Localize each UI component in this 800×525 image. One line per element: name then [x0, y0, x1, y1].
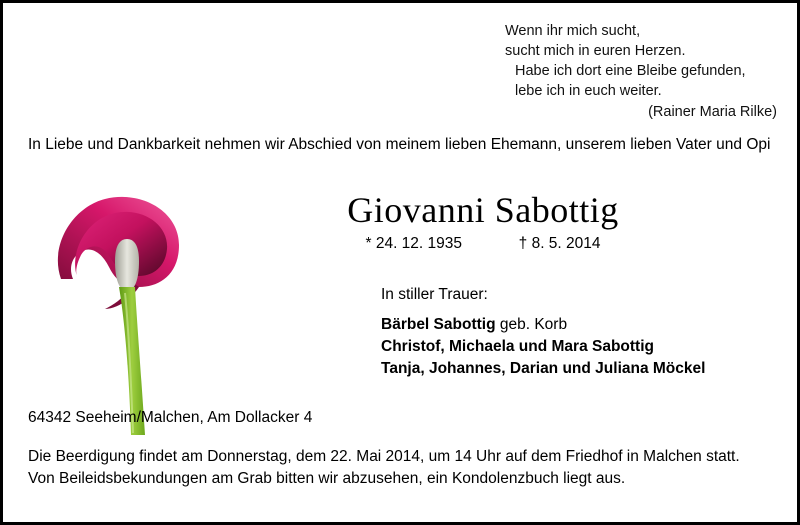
- poem-line-3: Habe ich dort eine Bleibe gefunden,: [515, 63, 746, 79]
- death-date: † 8. 5. 2014: [518, 235, 601, 252]
- mourning-title: In stiller Trauer:: [381, 286, 488, 303]
- mourner-suffix-1: geb. Korb: [495, 316, 568, 333]
- birth-date: * 24. 12. 1935: [365, 235, 463, 252]
- address-line: 64342 Seeheim/Malchen, Am Dollacker 4: [28, 409, 313, 426]
- poem-line-2: sucht mich in euren Herzen.: [505, 43, 686, 59]
- list-item: [381, 336, 781, 358]
- mourner-name-3: Tanja, Johannes, Darian und Juliana Möckel: [381, 360, 706, 377]
- poem-line-4: lebe ich in euch weiter.: [515, 83, 662, 99]
- list-item: [381, 358, 781, 380]
- poem-line-1: Wenn ihr mich sucht,: [505, 23, 641, 39]
- deceased-name: Giovanni Sabottig: [347, 190, 619, 230]
- mourner-name-1: Bärbel Sabottig: [381, 316, 496, 333]
- funeral-info-line: Die Beerdigung findet am Donnerstag, dem 22. Mai 2014, um 14 Uhr auf dem Friedhof in Malchen statt.: [28, 448, 740, 465]
- funeral-details: [28, 446, 780, 490]
- poem-author: (Rainer Maria Rilke): [648, 104, 777, 120]
- deceased-dates: [183, 235, 783, 253]
- condolence-info-line: Von Beileidsbekundungen am Grab bitten wir abzusehen, ein Kondolenzbuch liegt aus.: [28, 470, 626, 487]
- mourner-list: [381, 314, 781, 380]
- list-item: [381, 314, 781, 336]
- poem-block: [463, 21, 783, 122]
- mourner-name-2: Christof, Michaela und Mara Sabottig: [381, 338, 654, 355]
- intro-text: In Liebe und Dankbarkeit nehmen wir Abschied von meinem lieben Ehemann, unserem lieben Vater und Opi: [28, 136, 771, 153]
